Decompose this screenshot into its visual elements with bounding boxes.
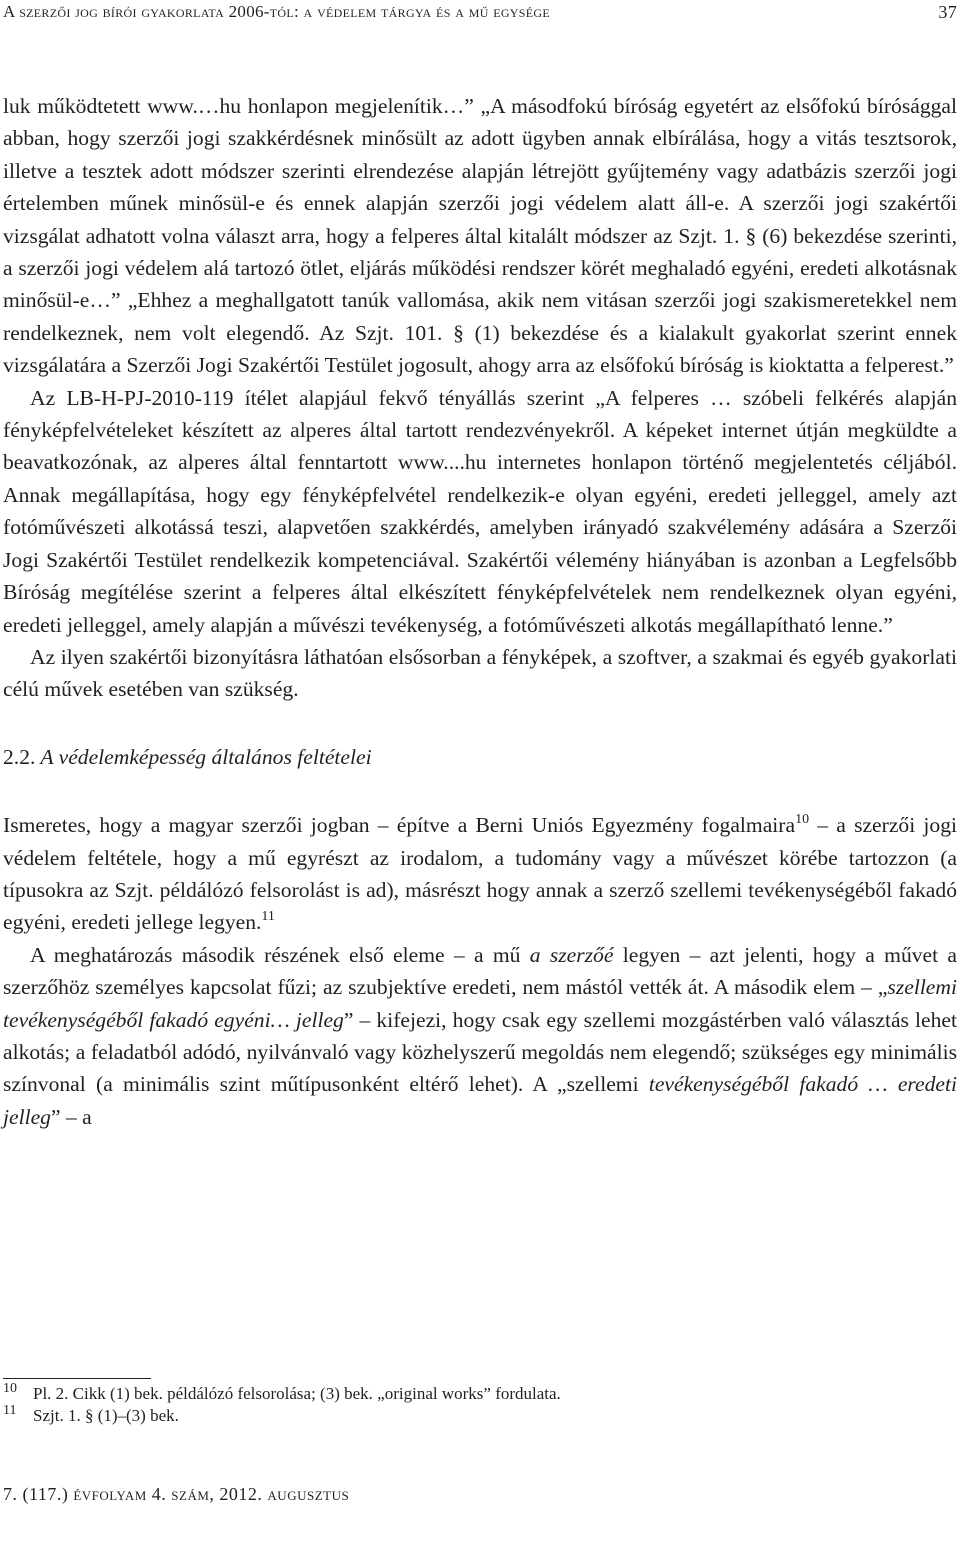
main-text <box>3 90 957 1133</box>
paragraph-5-part-a: A meghatározás második részének első eleme – a mű <box>30 942 530 967</box>
footnote-ref-11[interactable]: 11 <box>261 909 275 925</box>
paragraph-5-part-c: legyen – azt jelenti, hogy a művet a szerzőhöz személyes kapcsolat fűzi; az szubjektíve eredeti, nem mástól vették át. A második elem – „ <box>3 942 958 1000</box>
paragraph-5-emphasis-1: a szerzőé <box>529 942 614 967</box>
footnote-text: Szjt. 1. § (1)–(3) bek. <box>33 1406 179 1425</box>
paragraph-5-part-e: ” – kifejezi, hogy csak egy szellemi mozgástérben való választás lehet alkotás; a feladatból adódó, nyilvánvaló vagy közhelyszerű megoldás nem elegendő; szükséges egy minimális színvonal (a minimális szint műtípusonként eltérő lehet). A „szellemi <box>3 1007 958 1097</box>
paragraph-5-part-g: ” – a <box>50 1104 92 1129</box>
paragraph-1: luk működtetett www.…hu honlapon megjelenítik…” „A másodfokú bíróság egyetért az elsőfokú bírósággal abban, hogy szerzői jogi szakkérdésnek minősült az adott ügyben annak elbírálása, hogy a vitás tesztsorok, illetve a tesztek adott módszer szerinti elrendezése alapján létrejött gyűjtemény vagy adatbázis szerzői jogi értelemben műnek minősül-e és ennek alapján szerzői jogi védelem alatt áll-e. A szerzői jogi szakértői vizsgálat adhatott volna választ arra, hogy a felperes által kitalált módszer az Szjt. 1. § (6) bekezdése szerinti, a szerzői jogi védelem alá tartozó ötlet, eljárás működési rendszer körét meghaladó egyéni, eredeti alkotásnak minősül-e…” „Ehhez a meghallgatott tanúk vallomása, akik nem vitásan szerzői jogi szakismeretekkel nem rendelkeznek, nem volt elegendő. Az Szjt. 101. § (1) bekezdése és a kialakult gyakorlat szerint ennek vizsgálatára a Szerzői Jogi Szakértői Testület jogosult, ahogy arra az elsőfokú bíróság is kioktatta a felperest.” <box>3 94 957 378</box>
issue-footer: 7. (117.) évfolyam 4. szám, 2012. augusztus <box>3 1484 350 1504</box>
paragraph-5-emphasis-2: szellemi tevékenységéből fakadó egyéni… jelleg <box>3 975 957 1032</box>
paragraph-4-text: Ismeretes, hogy a magyar szerzői jogban – építve a Berni Uniós Egyezmény fogalmaira <box>3 813 796 838</box>
paragraph-5 <box>3 939 957 1133</box>
page-number: 37 <box>938 2 957 22</box>
paragraph-2: Az LB-H-PJ-2010-119 ítélet alapjául fekvő tényállás szerint „A felperes … szóbeli felkérés alapján fényképfelvételeket készített az alperes által tartott rendezvényekről. A képeket internet útján megküldte a beavatkozónak, az alperes által fenntartott www....hu internetes honlapon történő megjelentetés céljából. Annak megállapítása, hogy egy fényképfelvétel rendelkezik-e olyan egyéni, eredeti jelleggel, amely azt fotóművészeti alkotássá teszi, alapvetően szakkérdés, amelyben irányadó szakvélemény adására a Szerzői Jogi Szakértői Testület rendelkezik kompetenciával. Szakértői vélemény hiányában is azonban a Legfelsőbb Bíróság megítélése szerint a felperes által elkészített fényképfelvételek nem rendelkeznek olyan egyéni, eredeti jelleggel, amely alapján a művészi tevékenység, a fotóművészeti alkotás megállapítható lenne.” <box>3 385 957 637</box>
footnote-divider <box>3 1378 151 1379</box>
footnotes <box>3 1378 957 1427</box>
paragraph-5-emphasis-3: tevékenységéből fakadó … eredeti jelleg <box>3 1072 957 1129</box>
footnote-text: Pl. 2. Cikk (1) bek. példálózó felsorolása; (3) bek. „original works” fordulata. <box>33 1384 561 1403</box>
section-heading <box>3 741 957 773</box>
paragraph-4 <box>3 809 957 939</box>
footnote-number: 10 <box>3 1381 17 1396</box>
paragraph-3: Az ilyen szakértői bizonyításra láthatóan elsősorban a fényképek, a szoftver, a szakmai és egyéb gyakorlati célú művek esetében van szükség. <box>3 644 957 702</box>
footnote-number: 11 <box>3 1403 17 1418</box>
footnote-11 <box>3 1405 957 1427</box>
section-title: A védelemképesség általános feltételei <box>40 744 372 769</box>
footnote-10 <box>3 1383 957 1405</box>
paragraph-4-text-cont: – a szerzői jogi védelem feltétele, hogy a mű egyrészt az irodalom, a tudomány vagy a művészet körébe tartozzon (a típusokra az Szjt. példálózó felsorolást is ad), másrészt hogy annak a szerző szellemi tevékenységéből fakadó egyéni, eredeti jellege legyen. <box>3 813 957 935</box>
footnote-ref-10[interactable]: 10 <box>795 812 810 828</box>
section-number: 2.2. <box>3 744 36 769</box>
running-title: A szerzői jog bírói gyakorlata 2006-tól: a védelem tárgya és a mű egysége <box>3 2 550 21</box>
